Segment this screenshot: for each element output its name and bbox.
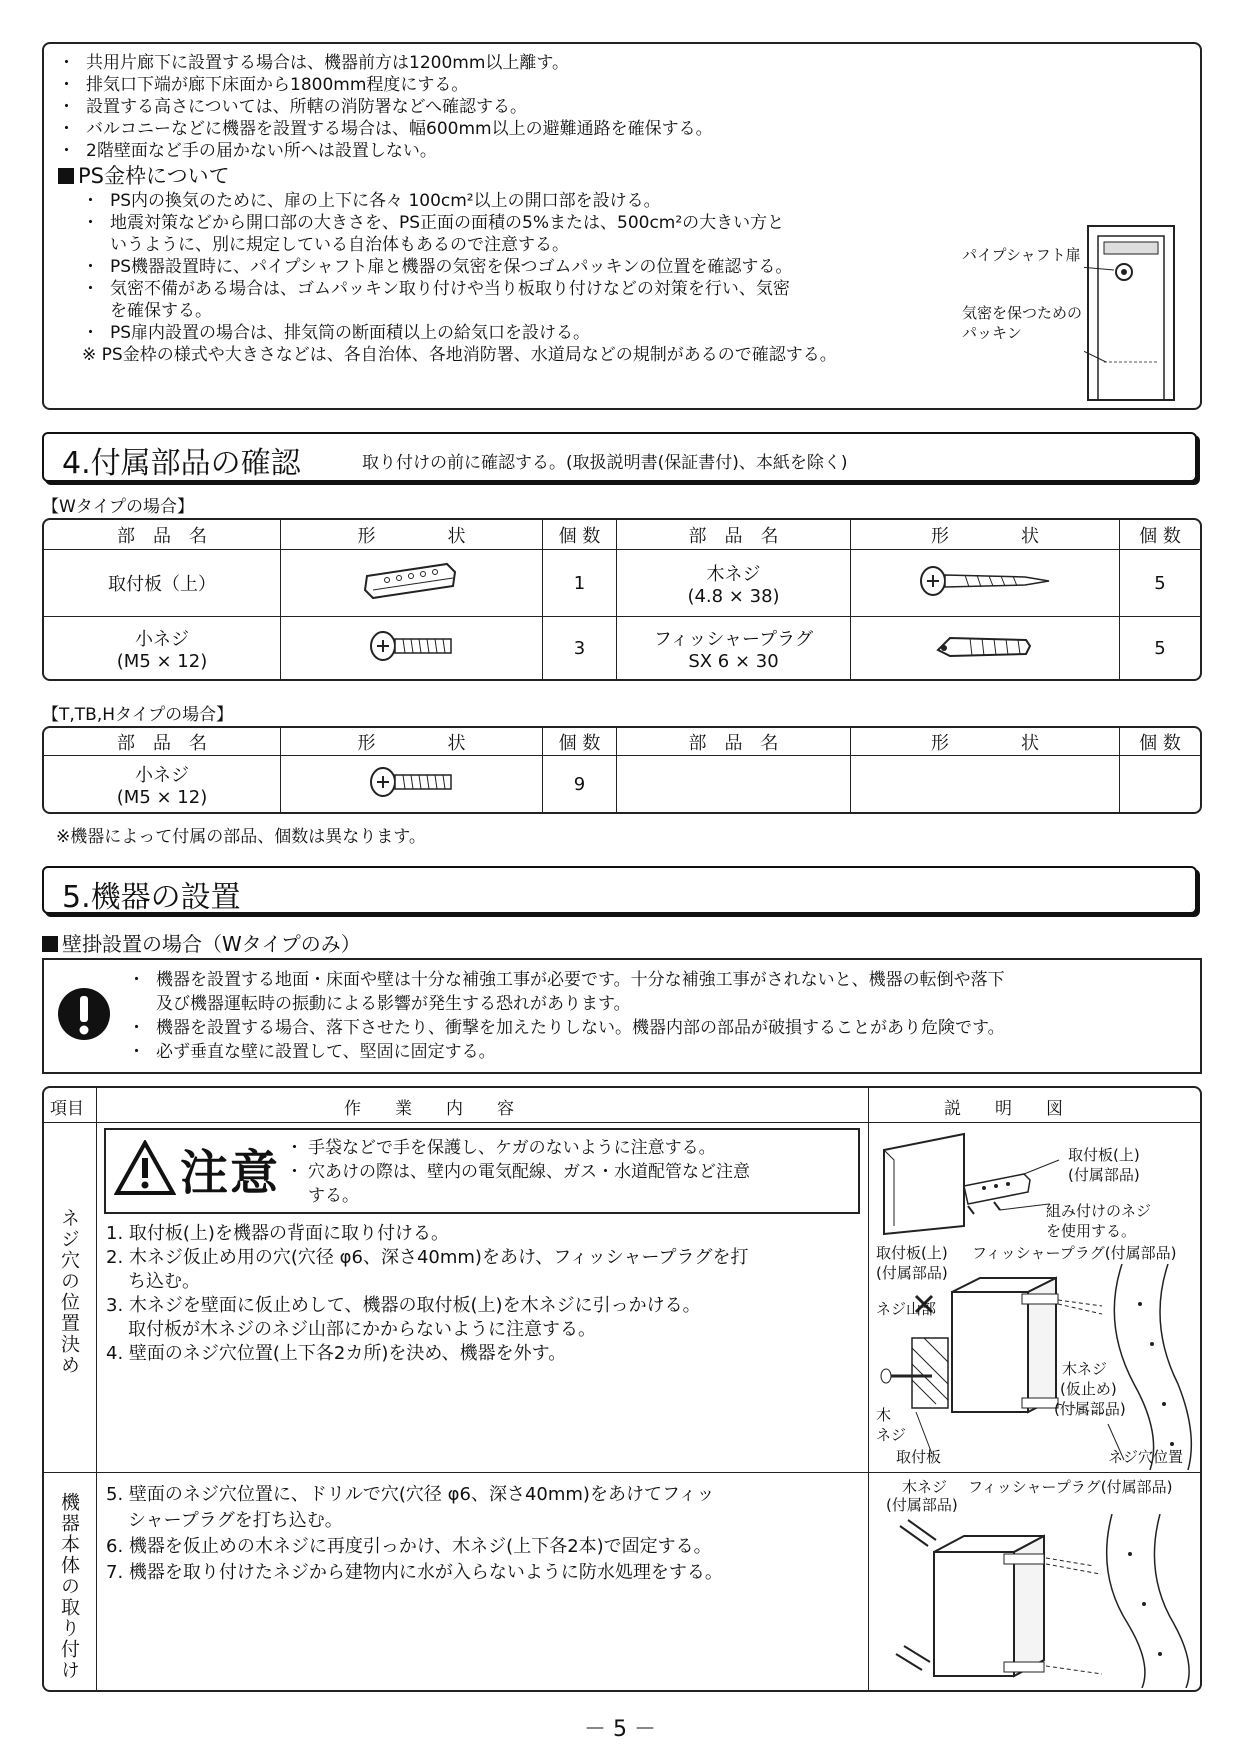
empty-cell	[617, 756, 851, 812]
fig-label: (付属部品)	[876, 1264, 948, 1282]
note-item: 設置する高さについては、所轄の消防署などへ確認する。	[86, 97, 527, 117]
w-type-caption: 【Wタイプの場合】	[42, 497, 194, 517]
th-shape: 形 状	[281, 520, 543, 550]
fig-label: ネジ山部	[876, 1300, 937, 1318]
fig-label: を使用する。	[1046, 1222, 1137, 1240]
part-name: 小ネジ	[135, 764, 189, 786]
notes-box: ・ 共用片廊下に設置する場合は、機器前方は1200mm以上離す。 ・ 排気口下端が廊下床面から1800mm程度にする。 ・ 設置する高さについては、所轄の消防署などへ確認する。 ・ バルコニーなどに機器を設置する場合は、幅600mm以上の避難通路を確保する。 ・ 2階壁面など手の届かない所へは設置しない。 PS金枠について ・ PS内の換気のために、扉の上下に各々 100cm²以上の開口部を設ける。 ・ 地震対策などから開口部の大きさを、PS正面の面積の5%または、500cm²の大きい方と いうように、別に規定している自治体もあるので注意する。 ・ PS機器設置時に、パイプシャフト扉と機器の気密を保つゴムパッキンの位置を確認する。 ・ 気密不備がある場合は、ゴムパッキン取り付けや当り板取り付けなどの対策を行い、気密 を確保する。 ・ PS扉内設置の場合は、排気筒の断面積以上の給気口を設ける。 ※ PS金枠の様式や大きさなどは、各自治体、各地消防署、水道局などの規制があるので確認する。 パイプシャフト扉 気密を保つための パッキン	[42, 42, 1202, 410]
ps-heading-row	[58, 162, 837, 190]
fig-label: (付属部品)	[1054, 1400, 1126, 1418]
th-name: 部 品 名	[44, 728, 281, 756]
fig-label: 取付板(上)	[876, 1244, 948, 1262]
ps-item: 気密不備がある場合は、ゴムパッキン取り付けや当り板取り付けなどの対策を行い、気密	[110, 279, 790, 299]
fixing-figure	[874, 1514, 1196, 1688]
th-qty: 個 数	[543, 520, 617, 550]
th-qty: 個 数	[1120, 520, 1200, 550]
fig-label: 取付板	[896, 1448, 942, 1466]
fig-label-ps-door: パイプシャフト扉	[962, 246, 1081, 264]
w-parts-table	[42, 518, 1202, 681]
th-qty: 個 数	[1120, 728, 1200, 756]
fig-label: 組み付けのネジ	[1046, 1202, 1152, 1220]
fig-label: フィッシャープラグ(付属部品)	[972, 1244, 1177, 1262]
part-qty: 5	[1154, 637, 1166, 659]
wood-screw-icon	[851, 550, 1120, 617]
fig-label: 木ネジ	[902, 1478, 948, 1496]
section4-subtitle: 取り付けの前に確認する。(取扱説明書(保証書付)、本紙を除く)	[362, 453, 848, 473]
warning-item: 機器を設置する場合、落下させたり、衝撃を加えたりしない。機器内部の部品が破損することがあり危険です。	[156, 1018, 1005, 1038]
step-cont: ち込む。	[128, 1271, 200, 1292]
ps-item: を確保する。	[110, 301, 212, 321]
warning-item: 必ず垂直な壁に設置して、堅固に固定する。	[156, 1042, 496, 1062]
ps-item: PS内の換気のために、扉の上下に各々 100cm²以上の開口部を設ける。	[110, 191, 661, 211]
square-bullet-icon	[42, 936, 58, 952]
warning-box: ・ 機器を設置する地面・床面や壁は十分な補強工事が必要です。十分な補強工事がされないと、機器の転倒や落下 及び機器運転時の振動による影響が発生する恐れがあります。 ・ 機器を設置する場合、落下させたり、衝撃を加えたりしない。機器内部の部品が破損することがあり危険です。 ・ 必ず垂直な壁に設置して、堅固に固定する。	[42, 958, 1202, 1074]
section4-title: 4.付属部品の確認	[62, 446, 301, 481]
ps-heading: PS金枠について	[78, 164, 230, 188]
part-name: 木ネジ	[706, 563, 761, 585]
fig-label: ネジ穴位置	[1108, 1448, 1184, 1466]
th-qty: 個 数	[543, 728, 617, 756]
fig-label: ネジ	[876, 1426, 907, 1444]
note-item: 排気口下端が廊下床面から1800mm程度にする。	[86, 75, 469, 95]
machine-screw-icon	[281, 756, 543, 812]
step-cont: シャープラグを打ち込む。	[128, 1510, 343, 1531]
wall-heading-row	[42, 928, 361, 957]
part-spec: (4.8 × 38)	[687, 585, 780, 607]
part-qty: 9	[543, 756, 617, 812]
part-name: 取付板（上）	[44, 550, 281, 617]
warning-triangle-icon	[114, 1140, 176, 1196]
th-shape: 形 状	[281, 728, 543, 756]
ps-item: 地震対策などから開口部の大きさを、PS正面の面積の5%または、500cm²の大きい方と	[110, 213, 785, 233]
warning-item: 及び機器運転時の振動による影響が発生する恐れがあります。	[156, 994, 631, 1014]
part-spec: SX 6 × 30	[688, 650, 779, 672]
note-item: 共用片廊下に設置する場合は、機器前方は1200mm以上離す。	[86, 53, 570, 73]
part-spec: (M5 × 12)	[116, 650, 208, 672]
part-qty: 1	[543, 550, 617, 617]
caution-box: 注意 ・ 手袋などで手を保護し、ケガのないように注意する。 ・ 穴あけの際は、壁内の電気配線、ガス・水道配管など注意 する。	[104, 1128, 860, 1214]
work-table	[42, 1086, 1202, 1692]
warning-item: 機器を設置する地面・床面や壁は十分な補強工事が必要です。十分な補強工事がされないと、機器の転倒や落下	[156, 970, 1005, 990]
th-item: 項目	[50, 1099, 84, 1119]
part-name-cell	[617, 550, 851, 617]
step: 2. 木ネジ仮止め用の穴(穴径 φ6、深さ40mm)をあけ、フィッシャープラグを打	[106, 1247, 749, 1268]
ps-item: いうように、別に規定している自治体もあるので注意する。	[110, 235, 569, 255]
step: 1. 取付板(上)を機器の背面に取り付ける。	[106, 1223, 449, 1244]
fig-label-packing: パッキン	[962, 324, 1022, 342]
th-name: 部 品 名	[44, 520, 281, 550]
ps-note: ※ PS金枠の様式や大きさなどは、各自治体、各地消防署、水道局などの規制があるので確認する。	[82, 345, 837, 365]
exclamation-icon	[56, 986, 112, 1042]
mounting-plate-figure	[874, 1130, 1194, 1238]
t-parts-table	[42, 726, 1202, 814]
caution-line: 手袋などで手を保護し、ケガのないように注意する。	[308, 1138, 716, 1158]
th-figure: 説 明 図	[944, 1099, 1063, 1119]
section5-title: 5.機器の設置	[62, 880, 241, 915]
part-name-cell	[44, 617, 281, 679]
fig-label: (付属部品)	[886, 1496, 958, 1514]
mounting-plate-icon	[281, 550, 543, 617]
ps-item: PS扉内設置の場合は、排気筒の断面積以上の給気口を設ける。	[110, 323, 591, 343]
part-name: 小ネジ	[135, 628, 189, 650]
empty-cell	[1120, 756, 1200, 812]
part-spec: (M5 × 12)	[116, 786, 208, 808]
caution-line: する。	[308, 1186, 359, 1206]
square-bullet-icon	[58, 168, 74, 184]
t-type-caption: 【T,TB,Hタイプの場合】	[42, 705, 234, 725]
fig-label: 木ネジ	[1062, 1360, 1108, 1378]
note-item: バルコニーなどに機器を設置する場合は、幅600mm以上の避難通路を確保する。	[86, 119, 713, 139]
section4-header	[42, 432, 1197, 482]
part-name-cell	[44, 756, 281, 812]
step-cont: 取付板が木ネジのネジ山部にかからないように注意する。	[128, 1319, 596, 1340]
fig-label: 木	[876, 1406, 892, 1424]
step: 7. 機器を取り付けたネジから建物内に水が入らないように防水処理をする。	[106, 1562, 723, 1583]
wall-heading: 壁掛設置の場合（Wタイプのみ）	[62, 932, 361, 956]
pipe-shaft-figure	[1084, 222, 1184, 402]
fig-label-seal: 気密を保つための	[962, 304, 1083, 322]
fig-label: 取付板(上)	[1068, 1146, 1140, 1164]
part-name-cell	[617, 617, 851, 679]
th-name: 部 品 名	[617, 728, 851, 756]
part-name: フィッシャープラグ	[653, 628, 814, 650]
part-qty: 5	[1120, 550, 1200, 617]
wall-mount-figure	[872, 1264, 1198, 1470]
parts-footnote: ※機器によって付属の部品、個数は異なります。	[56, 827, 426, 847]
th-work: 作 業 内 容	[344, 1099, 514, 1119]
fisher-plug-icon	[851, 617, 1120, 679]
step: 4. 壁面のネジ穴位置(上下各2カ所)を決め、機器を外す。	[106, 1343, 567, 1364]
row1-label: ネジ穴の位置決め	[58, 1208, 80, 1376]
empty-cell	[851, 756, 1120, 812]
fig-label: (仮止め)	[1060, 1380, 1117, 1398]
machine-screw-icon	[281, 617, 543, 679]
section5-header	[42, 866, 1197, 914]
caution-line: 穴あけの際は、壁内の電気配線、ガス・水道配管など注意	[308, 1162, 750, 1182]
th-shape: 形 状	[851, 520, 1120, 550]
step: 5. 壁面のネジ穴位置に、ドリルで穴(穴径 φ6、深さ40mm)をあけてフィッ	[106, 1484, 715, 1505]
page-number: － 5 －	[584, 1717, 656, 1742]
part-qty: 3	[543, 617, 617, 679]
fig-label: フィッシャープラグ(付属部品)	[968, 1478, 1173, 1496]
fig-label: (付属部品)	[1068, 1166, 1140, 1184]
caution-label: 注意	[180, 1145, 281, 1201]
note-item: 2階壁面など手の届かない所へは設置しない。	[86, 141, 437, 161]
step: 6. 機器を仮止めの木ネジに再度引っかけ、木ネジ(上下各2本)で固定する。	[106, 1536, 712, 1557]
step: 3. 木ネジを壁面に仮止めして、機器の取付板(上)を木ネジに引っかける。	[106, 1295, 701, 1316]
row2-label: 機器本体の取り付け	[58, 1492, 80, 1681]
th-name: 部 品 名	[617, 520, 851, 550]
ps-item: PS機器設置時に、パイプシャフト扉と機器の気密を保つゴムパッキンの位置を確認する。	[110, 257, 793, 277]
th-shape: 形 状	[851, 728, 1120, 756]
